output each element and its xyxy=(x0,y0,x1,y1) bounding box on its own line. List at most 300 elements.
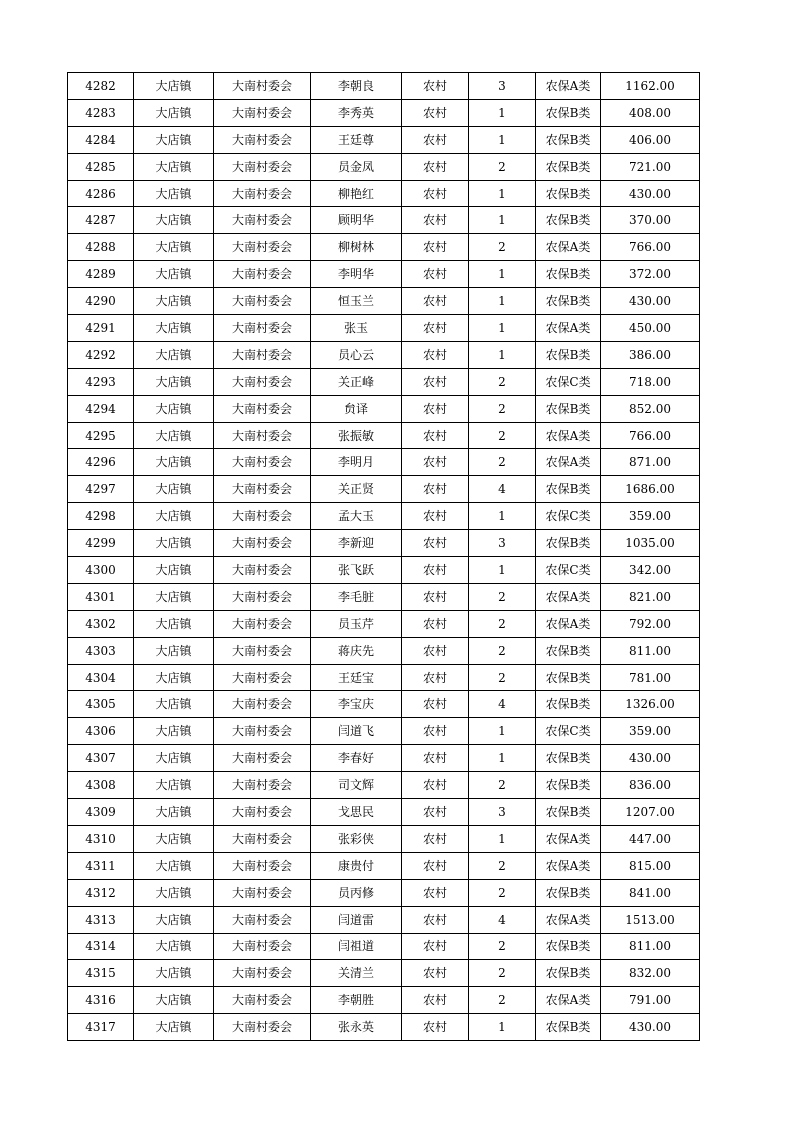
name-cell: 顾明华 xyxy=(311,207,402,234)
village-committee-cell: 大南村委会 xyxy=(214,341,311,368)
town-cell: 大店镇 xyxy=(134,879,214,906)
table-row xyxy=(68,637,700,664)
area-type-cell: 农村 xyxy=(402,718,469,745)
area-type-cell: 农村 xyxy=(402,449,469,476)
village-committee-cell: 大南村委会 xyxy=(214,987,311,1014)
name-cell: 李明华 xyxy=(311,261,402,288)
village-committee-cell: 大南村委会 xyxy=(214,288,311,315)
town-cell: 大店镇 xyxy=(134,207,214,234)
insurance-category-cell: 农保B类 xyxy=(536,261,601,288)
area-type-cell: 农村 xyxy=(402,933,469,960)
village-committee-cell: 大南村委会 xyxy=(214,476,311,503)
table-row xyxy=(68,1014,700,1041)
table-row xyxy=(68,879,700,906)
town-cell: 大店镇 xyxy=(134,583,214,610)
household-size-cell: 1 xyxy=(469,126,536,153)
name-cell: 员玉芹 xyxy=(311,610,402,637)
area-type-cell: 农村 xyxy=(402,476,469,503)
amount-cell: 342.00 xyxy=(601,557,700,584)
area-type-cell: 农村 xyxy=(402,180,469,207)
name-cell: 李明月 xyxy=(311,449,402,476)
town-cell: 大店镇 xyxy=(134,772,214,799)
insurance-category-cell: 农保A类 xyxy=(536,825,601,852)
name-cell: 恒玉兰 xyxy=(311,288,402,315)
village-committee-cell: 大南村委会 xyxy=(214,315,311,342)
table-row xyxy=(68,987,700,1014)
name-cell: 张玉 xyxy=(311,315,402,342)
table-row xyxy=(68,422,700,449)
town-cell: 大店镇 xyxy=(134,1014,214,1041)
serial-number-cell: 4287 xyxy=(68,207,134,234)
name-cell: 闫祖道 xyxy=(311,933,402,960)
insurance-category-cell: 农保B类 xyxy=(536,691,601,718)
village-committee-cell: 大南村委会 xyxy=(214,180,311,207)
name-cell: 李春好 xyxy=(311,745,402,772)
serial-number-cell: 4290 xyxy=(68,288,134,315)
household-size-cell: 2 xyxy=(469,449,536,476)
name-cell: 闫道雷 xyxy=(311,906,402,933)
area-type-cell: 农村 xyxy=(402,126,469,153)
insurance-category-cell: 农保A类 xyxy=(536,422,601,449)
serial-number-cell: 4297 xyxy=(68,476,134,503)
table-row xyxy=(68,99,700,126)
serial-number-cell: 4313 xyxy=(68,906,134,933)
household-size-cell: 2 xyxy=(469,234,536,261)
serial-number-cell: 4298 xyxy=(68,503,134,530)
household-size-cell: 1 xyxy=(469,288,536,315)
village-committee-cell: 大南村委会 xyxy=(214,261,311,288)
table-row xyxy=(68,368,700,395)
insurance-category-cell: 农保B类 xyxy=(536,772,601,799)
serial-number-cell: 4294 xyxy=(68,395,134,422)
table-row xyxy=(68,610,700,637)
serial-number-cell: 4316 xyxy=(68,987,134,1014)
serial-number-cell: 4292 xyxy=(68,341,134,368)
serial-number-cell: 4309 xyxy=(68,799,134,826)
village-committee-cell: 大南村委会 xyxy=(214,503,311,530)
town-cell: 大店镇 xyxy=(134,153,214,180)
town-cell: 大店镇 xyxy=(134,825,214,852)
amount-cell: 821.00 xyxy=(601,583,700,610)
serial-number-cell: 4306 xyxy=(68,718,134,745)
village-committee-cell: 大南村委会 xyxy=(214,664,311,691)
town-cell: 大店镇 xyxy=(134,315,214,342)
area-type-cell: 农村 xyxy=(402,825,469,852)
town-cell: 大店镇 xyxy=(134,906,214,933)
village-committee-cell: 大南村委会 xyxy=(214,879,311,906)
village-committee-cell: 大南村委会 xyxy=(214,422,311,449)
amount-cell: 406.00 xyxy=(601,126,700,153)
household-size-cell: 1 xyxy=(469,1014,536,1041)
village-committee-cell: 大南村委会 xyxy=(214,637,311,664)
name-cell: 柳艳红 xyxy=(311,180,402,207)
serial-number-cell: 4286 xyxy=(68,180,134,207)
name-cell: 蒋庆先 xyxy=(311,637,402,664)
amount-cell: 372.00 xyxy=(601,261,700,288)
household-size-cell: 1 xyxy=(469,180,536,207)
serial-number-cell: 4302 xyxy=(68,610,134,637)
household-size-cell: 3 xyxy=(469,530,536,557)
town-cell: 大店镇 xyxy=(134,745,214,772)
amount-cell: 430.00 xyxy=(601,745,700,772)
town-cell: 大店镇 xyxy=(134,852,214,879)
town-cell: 大店镇 xyxy=(134,99,214,126)
insurance-category-cell: 农保B类 xyxy=(536,799,601,826)
insurance-category-cell: 农保B类 xyxy=(536,1014,601,1041)
serial-number-cell: 4308 xyxy=(68,772,134,799)
insurance-category-cell: 农保B类 xyxy=(536,207,601,234)
area-type-cell: 农村 xyxy=(402,153,469,180)
insurance-category-cell: 农保A类 xyxy=(536,315,601,342)
name-cell: 李新迎 xyxy=(311,530,402,557)
village-committee-cell: 大南村委会 xyxy=(214,799,311,826)
household-size-cell: 4 xyxy=(469,691,536,718)
village-committee-cell: 大南村委会 xyxy=(214,234,311,261)
insurance-category-cell: 农保B类 xyxy=(536,126,601,153)
village-committee-cell: 大南村委会 xyxy=(214,368,311,395)
serial-number-cell: 4289 xyxy=(68,261,134,288)
village-committee-cell: 大南村委会 xyxy=(214,825,311,852)
records-table xyxy=(67,72,700,1041)
household-size-cell: 2 xyxy=(469,852,536,879)
amount-cell: 359.00 xyxy=(601,503,700,530)
household-size-cell: 2 xyxy=(469,153,536,180)
name-cell: 康贵付 xyxy=(311,852,402,879)
area-type-cell: 农村 xyxy=(402,207,469,234)
village-committee-cell: 大南村委会 xyxy=(214,933,311,960)
amount-cell: 718.00 xyxy=(601,368,700,395)
serial-number-cell: 4283 xyxy=(68,99,134,126)
insurance-category-cell: 农保B类 xyxy=(536,530,601,557)
name-cell: 关正贤 xyxy=(311,476,402,503)
area-type-cell: 农村 xyxy=(402,261,469,288)
area-type-cell: 农村 xyxy=(402,530,469,557)
amount-cell: 1513.00 xyxy=(601,906,700,933)
name-cell: 孟大玉 xyxy=(311,503,402,530)
serial-number-cell: 4311 xyxy=(68,852,134,879)
town-cell: 大店镇 xyxy=(134,368,214,395)
town-cell: 大店镇 xyxy=(134,691,214,718)
table-row xyxy=(68,772,700,799)
amount-cell: 792.00 xyxy=(601,610,700,637)
village-committee-cell: 大南村委会 xyxy=(214,73,311,100)
town-cell: 大店镇 xyxy=(134,530,214,557)
name-cell: 关清兰 xyxy=(311,960,402,987)
household-size-cell: 3 xyxy=(469,799,536,826)
amount-cell: 1326.00 xyxy=(601,691,700,718)
town-cell: 大店镇 xyxy=(134,610,214,637)
household-size-cell: 1 xyxy=(469,503,536,530)
serial-number-cell: 4303 xyxy=(68,637,134,664)
town-cell: 大店镇 xyxy=(134,664,214,691)
area-type-cell: 农村 xyxy=(402,73,469,100)
name-cell: 李秀英 xyxy=(311,99,402,126)
village-committee-cell: 大南村委会 xyxy=(214,99,311,126)
village-committee-cell: 大南村委会 xyxy=(214,583,311,610)
table-row xyxy=(68,530,700,557)
village-committee-cell: 大南村委会 xyxy=(214,960,311,987)
table-row xyxy=(68,315,700,342)
town-cell: 大店镇 xyxy=(134,288,214,315)
area-type-cell: 农村 xyxy=(402,341,469,368)
name-cell: 王廷尊 xyxy=(311,126,402,153)
village-committee-cell: 大南村委会 xyxy=(214,1014,311,1041)
village-committee-cell: 大南村委会 xyxy=(214,153,311,180)
amount-cell: 766.00 xyxy=(601,234,700,261)
insurance-category-cell: 农保B类 xyxy=(536,879,601,906)
household-size-cell: 2 xyxy=(469,395,536,422)
table-row xyxy=(68,503,700,530)
town-cell: 大店镇 xyxy=(134,557,214,584)
household-size-cell: 2 xyxy=(469,610,536,637)
household-size-cell: 1 xyxy=(469,745,536,772)
table-row xyxy=(68,718,700,745)
table-row xyxy=(68,799,700,826)
amount-cell: 852.00 xyxy=(601,395,700,422)
household-size-cell: 1 xyxy=(469,261,536,288)
table-row xyxy=(68,664,700,691)
household-size-cell: 2 xyxy=(469,987,536,1014)
area-type-cell: 农村 xyxy=(402,960,469,987)
amount-cell: 359.00 xyxy=(601,718,700,745)
amount-cell: 430.00 xyxy=(601,180,700,207)
amount-cell: 815.00 xyxy=(601,852,700,879)
insurance-category-cell: 农保B类 xyxy=(536,341,601,368)
insurance-category-cell: 农保A类 xyxy=(536,852,601,879)
serial-number-cell: 4288 xyxy=(68,234,134,261)
name-cell: 戈思民 xyxy=(311,799,402,826)
village-committee-cell: 大南村委会 xyxy=(214,557,311,584)
serial-number-cell: 4312 xyxy=(68,879,134,906)
insurance-category-cell: 农保B类 xyxy=(536,745,601,772)
insurance-category-cell: 农保C类 xyxy=(536,503,601,530)
household-size-cell: 2 xyxy=(469,933,536,960)
insurance-category-cell: 农保B类 xyxy=(536,476,601,503)
village-committee-cell: 大南村委会 xyxy=(214,610,311,637)
serial-number-cell: 4295 xyxy=(68,422,134,449)
table-row xyxy=(68,153,700,180)
village-committee-cell: 大南村委会 xyxy=(214,718,311,745)
town-cell: 大店镇 xyxy=(134,73,214,100)
table-row xyxy=(68,557,700,584)
household-size-cell: 1 xyxy=(469,315,536,342)
table-row xyxy=(68,745,700,772)
amount-cell: 841.00 xyxy=(601,879,700,906)
serial-number-cell: 4317 xyxy=(68,1014,134,1041)
name-cell: 王廷宝 xyxy=(311,664,402,691)
serial-number-cell: 4300 xyxy=(68,557,134,584)
household-size-cell: 1 xyxy=(469,825,536,852)
name-cell: 张彩侠 xyxy=(311,825,402,852)
area-type-cell: 农村 xyxy=(402,906,469,933)
name-cell: 李宝庆 xyxy=(311,691,402,718)
serial-number-cell: 4305 xyxy=(68,691,134,718)
table-row xyxy=(68,476,700,503)
town-cell: 大店镇 xyxy=(134,799,214,826)
table-row xyxy=(68,691,700,718)
serial-number-cell: 4284 xyxy=(68,126,134,153)
insurance-category-cell: 农保B类 xyxy=(536,933,601,960)
area-type-cell: 农村 xyxy=(402,772,469,799)
area-type-cell: 农村 xyxy=(402,987,469,1014)
serial-number-cell: 4299 xyxy=(68,530,134,557)
insurance-category-cell: 农保A类 xyxy=(536,449,601,476)
village-committee-cell: 大南村委会 xyxy=(214,207,311,234)
town-cell: 大店镇 xyxy=(134,261,214,288)
area-type-cell: 农村 xyxy=(402,610,469,637)
village-committee-cell: 大南村委会 xyxy=(214,745,311,772)
table-row xyxy=(68,288,700,315)
insurance-category-cell: 农保B类 xyxy=(536,664,601,691)
name-cell: 李毛脏 xyxy=(311,583,402,610)
amount-cell: 430.00 xyxy=(601,1014,700,1041)
insurance-category-cell: 农保A类 xyxy=(536,234,601,261)
insurance-category-cell: 农保C类 xyxy=(536,718,601,745)
area-type-cell: 农村 xyxy=(402,637,469,664)
town-cell: 大店镇 xyxy=(134,987,214,1014)
town-cell: 大店镇 xyxy=(134,718,214,745)
household-size-cell: 1 xyxy=(469,99,536,126)
table-row xyxy=(68,341,700,368)
insurance-category-cell: 农保B类 xyxy=(536,395,601,422)
amount-cell: 766.00 xyxy=(601,422,700,449)
table-body xyxy=(68,73,700,1041)
insurance-category-cell: 农保A类 xyxy=(536,987,601,1014)
area-type-cell: 农村 xyxy=(402,799,469,826)
village-committee-cell: 大南村委会 xyxy=(214,530,311,557)
amount-cell: 791.00 xyxy=(601,987,700,1014)
town-cell: 大店镇 xyxy=(134,395,214,422)
name-cell: 李朝良 xyxy=(311,73,402,100)
name-cell: 员心云 xyxy=(311,341,402,368)
village-committee-cell: 大南村委会 xyxy=(214,852,311,879)
household-size-cell: 4 xyxy=(469,906,536,933)
household-size-cell: 1 xyxy=(469,207,536,234)
area-type-cell: 农村 xyxy=(402,691,469,718)
area-type-cell: 农村 xyxy=(402,664,469,691)
area-type-cell: 农村 xyxy=(402,745,469,772)
table-row xyxy=(68,395,700,422)
amount-cell: 832.00 xyxy=(601,960,700,987)
name-cell: 李朝胜 xyxy=(311,987,402,1014)
amount-cell: 1162.00 xyxy=(601,73,700,100)
table-row xyxy=(68,449,700,476)
insurance-category-cell: 农保C类 xyxy=(536,368,601,395)
insurance-category-cell: 农保B类 xyxy=(536,99,601,126)
town-cell: 大店镇 xyxy=(134,180,214,207)
amount-cell: 1207.00 xyxy=(601,799,700,826)
amount-cell: 836.00 xyxy=(601,772,700,799)
table-row xyxy=(68,960,700,987)
household-size-cell: 1 xyxy=(469,718,536,745)
name-cell: 柳树林 xyxy=(311,234,402,261)
town-cell: 大店镇 xyxy=(134,503,214,530)
insurance-category-cell: 农保A类 xyxy=(536,610,601,637)
town-cell: 大店镇 xyxy=(134,422,214,449)
area-type-cell: 农村 xyxy=(402,1014,469,1041)
amount-cell: 811.00 xyxy=(601,933,700,960)
amount-cell: 386.00 xyxy=(601,341,700,368)
serial-number-cell: 4310 xyxy=(68,825,134,852)
household-size-cell: 1 xyxy=(469,557,536,584)
area-type-cell: 农村 xyxy=(402,395,469,422)
amount-cell: 811.00 xyxy=(601,637,700,664)
amount-cell: 370.00 xyxy=(601,207,700,234)
household-size-cell: 3 xyxy=(469,73,536,100)
table-row xyxy=(68,906,700,933)
town-cell: 大店镇 xyxy=(134,933,214,960)
village-committee-cell: 大南村委会 xyxy=(214,906,311,933)
table-row xyxy=(68,852,700,879)
table-row xyxy=(68,261,700,288)
insurance-category-cell: 农保B类 xyxy=(536,180,601,207)
table-row xyxy=(68,126,700,153)
table-row xyxy=(68,583,700,610)
insurance-category-cell: 农保C类 xyxy=(536,557,601,584)
name-cell: 张飞跃 xyxy=(311,557,402,584)
town-cell: 大店镇 xyxy=(134,476,214,503)
serial-number-cell: 4315 xyxy=(68,960,134,987)
town-cell: 大店镇 xyxy=(134,637,214,664)
household-size-cell: 2 xyxy=(469,368,536,395)
household-size-cell: 1 xyxy=(469,341,536,368)
area-type-cell: 农村 xyxy=(402,288,469,315)
table-row xyxy=(68,933,700,960)
town-cell: 大店镇 xyxy=(134,449,214,476)
insurance-category-cell: 农保A类 xyxy=(536,73,601,100)
name-cell: 张永英 xyxy=(311,1014,402,1041)
area-type-cell: 农村 xyxy=(402,583,469,610)
amount-cell: 1686.00 xyxy=(601,476,700,503)
household-size-cell: 4 xyxy=(469,476,536,503)
table-row xyxy=(68,73,700,100)
insurance-category-cell: 农保A类 xyxy=(536,583,601,610)
serial-number-cell: 4307 xyxy=(68,745,134,772)
amount-cell: 1035.00 xyxy=(601,530,700,557)
town-cell: 大店镇 xyxy=(134,126,214,153)
household-size-cell: 2 xyxy=(469,879,536,906)
name-cell: 员丙修 xyxy=(311,879,402,906)
serial-number-cell: 4301 xyxy=(68,583,134,610)
amount-cell: 430.00 xyxy=(601,288,700,315)
serial-number-cell: 4296 xyxy=(68,449,134,476)
serial-number-cell: 4314 xyxy=(68,933,134,960)
town-cell: 大店镇 xyxy=(134,341,214,368)
area-type-cell: 农村 xyxy=(402,422,469,449)
amount-cell: 450.00 xyxy=(601,315,700,342)
area-type-cell: 农村 xyxy=(402,879,469,906)
amount-cell: 781.00 xyxy=(601,664,700,691)
village-committee-cell: 大南村委会 xyxy=(214,691,311,718)
serial-number-cell: 4291 xyxy=(68,315,134,342)
insurance-category-cell: 农保B类 xyxy=(536,637,601,664)
village-committee-cell: 大南村委会 xyxy=(214,395,311,422)
name-cell: 贠译 xyxy=(311,395,402,422)
village-committee-cell: 大南村委会 xyxy=(214,772,311,799)
area-type-cell: 农村 xyxy=(402,503,469,530)
area-type-cell: 农村 xyxy=(402,557,469,584)
serial-number-cell: 4293 xyxy=(68,368,134,395)
area-type-cell: 农村 xyxy=(402,852,469,879)
amount-cell: 447.00 xyxy=(601,825,700,852)
name-cell: 关正峰 xyxy=(311,368,402,395)
amount-cell: 871.00 xyxy=(601,449,700,476)
town-cell: 大店镇 xyxy=(134,234,214,261)
town-cell: 大店镇 xyxy=(134,960,214,987)
serial-number-cell: 4285 xyxy=(68,153,134,180)
name-cell: 员金凤 xyxy=(311,153,402,180)
name-cell: 闫道飞 xyxy=(311,718,402,745)
